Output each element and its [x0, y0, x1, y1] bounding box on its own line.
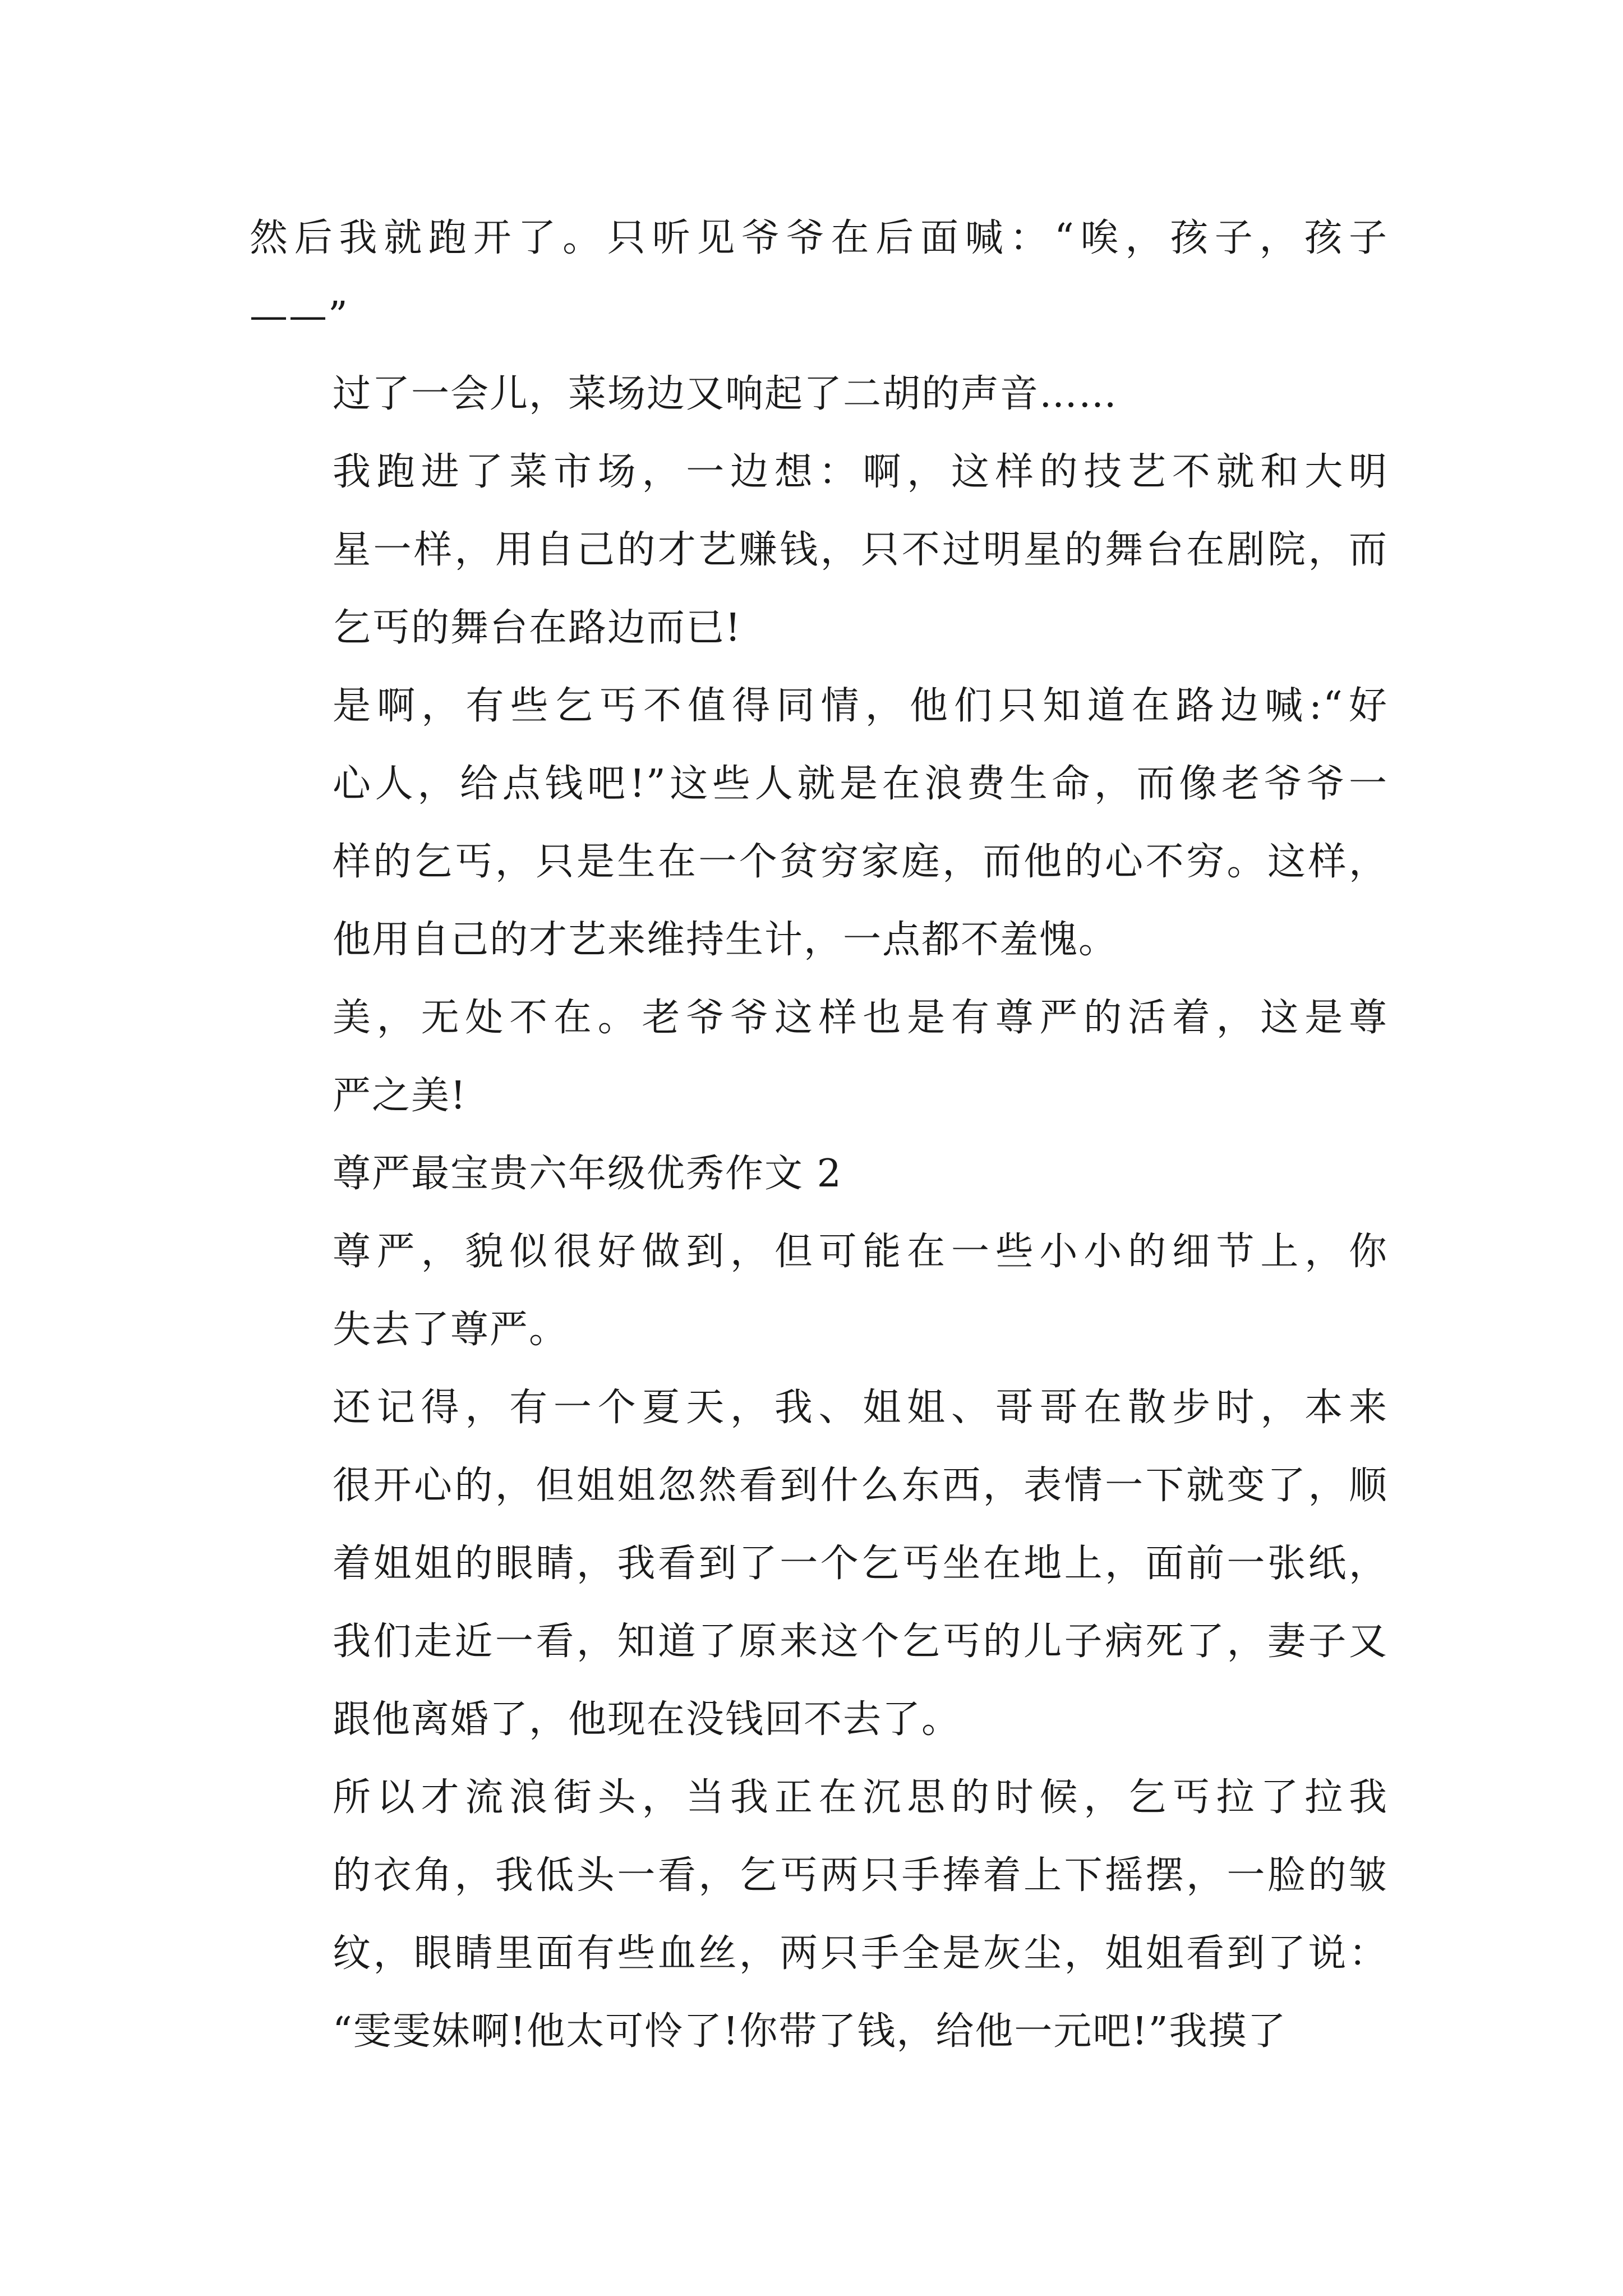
text-line: ——” [250, 294, 349, 338]
text-line: 是啊，有些乞丐不值得同情，他们只知道在路边喊:“好 [333, 684, 1388, 728]
text-line: 跟他离婚了，他现在没钱回不去了。 [333, 1697, 961, 1742]
text-line: 乞丐的舞台在路边而已! [333, 606, 742, 650]
paragraph [250, 667, 1388, 979]
text-line: 样的乞丐，只是生在一个贫穷家庭，而他的心不穷。这样， [333, 840, 1388, 884]
text-line: 然后我就跑开了。只听见爷爷在后面喊：“唉，孩子，孩子 [250, 216, 1388, 260]
paragraph [250, 355, 1388, 433]
text-line: 他用自己的才艺来维持生计，一点都不羞愧。 [333, 918, 1118, 962]
text-line: 严之美! [333, 1074, 467, 1118]
paragraph [250, 1213, 1388, 1369]
paragraph [250, 979, 1388, 1135]
text-line: 很开心的，但姐姐忽然看到什么东西，表情一下就变了，顺 [333, 1464, 1388, 1508]
paragraph [250, 1759, 1388, 2070]
paragraph [250, 1369, 1388, 1759]
essay-body [250, 199, 1388, 2070]
text-line: 过了一会儿，菜场边又响起了二胡的声音…… [333, 372, 1118, 416]
text-line: 纹，眼睛里面有些血丝，两只手全是灰尘，姐姐看到了说： [333, 1931, 1388, 1976]
text-line: 着姐姐的眼睛，我看到了一个乞丐坐在地上，面前一张纸， [333, 1542, 1388, 1586]
text-line: 的衣角，我低头一看，乞丐两只手捧着上下摇摆，一脸的皱 [333, 1853, 1388, 1898]
text-line: 我跑进了菜市场，一边想：啊，这样的技艺不就和大明 [333, 450, 1388, 494]
paragraph [250, 433, 1388, 667]
text-line: 我们走近一看，知道了原来这个乞丐的儿子病死了，妻子又 [333, 1619, 1388, 1664]
text-line: 星一样，用自己的才艺赚钱，只不过明星的舞台在剧院，而 [333, 528, 1388, 572]
text-line: 尊严，貌似很好做到，但可能在一些小小的细节上，你 [333, 1230, 1388, 1274]
text-line: “雯雯妹啊!他太可怜了!你带了钱，给他一元吧!”我摸了 [333, 2009, 1287, 2054]
paragraph [250, 1135, 1388, 1213]
text-line: 尊严最宝贵六年级优秀作文 2 [333, 1152, 842, 1196]
text-line: 美，无处不在。老爷爷这样也是有尊严的活着，这是尊 [333, 996, 1388, 1040]
text-line: 所以才流浪街头，当我正在沉思的时候，乞丐拉了拉我 [333, 1775, 1388, 1820]
text-line: 还记得，有一个夏天，我、姐姐、哥哥在散步时，本来 [333, 1386, 1388, 1430]
paragraph [250, 199, 1388, 355]
text-line: 失去了尊严。 [333, 1308, 569, 1352]
text-line: 心人，给点钱吧!”这些人就是在浪费生命，而像老爷爷一 [333, 762, 1388, 806]
